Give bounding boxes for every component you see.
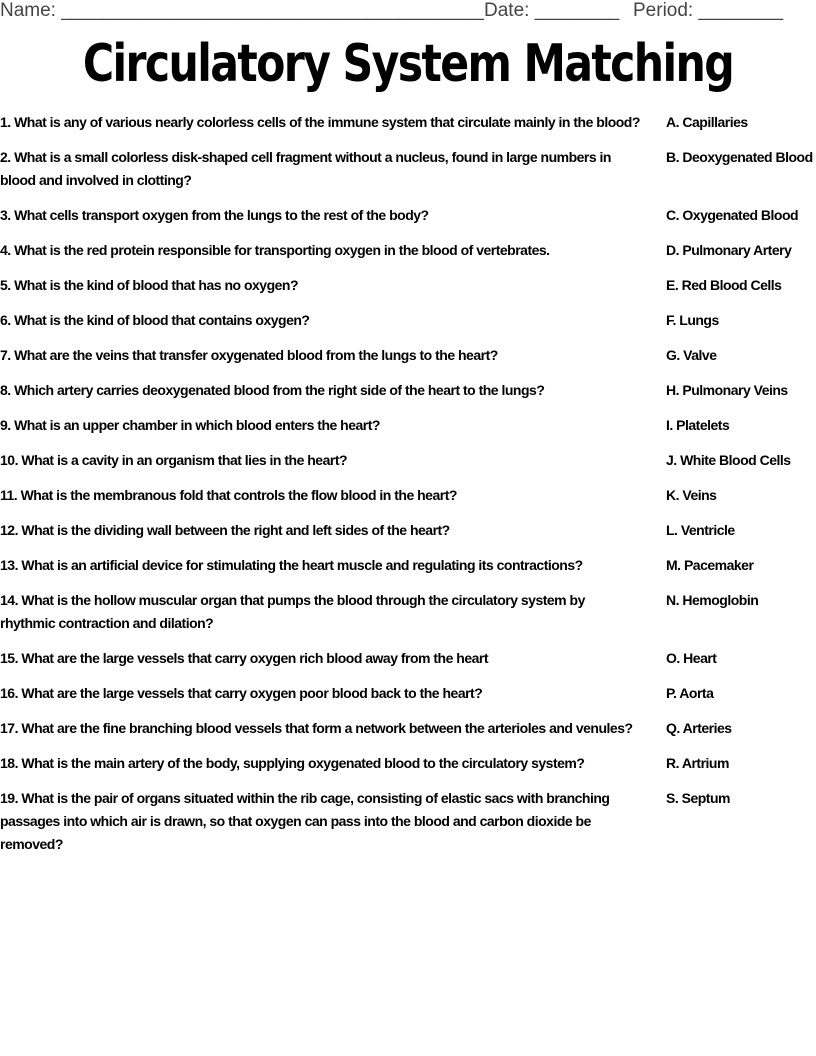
matching-row	[0, 274, 816, 309]
answer-choice: C. Oxygenated Blood	[666, 207, 799, 223]
answer-choice: J. White Blood Cells	[666, 452, 791, 468]
answer-choice: H. Pulmonary Veins	[666, 382, 788, 398]
matching-row	[0, 204, 816, 239]
question-text: 1. What is any of various nearly colorless cells of the immune system that circulate mainly in the blood?	[0, 114, 640, 130]
matching-row	[0, 589, 816, 647]
question-text: 13. What is an artificial device for stimulating the heart muscle and regulating its contractions?	[0, 557, 583, 573]
answer-choice: G. Valve	[666, 347, 717, 363]
question-text: 10. What is a cavity in an organism that lies in the heart?	[0, 452, 348, 468]
question-text: 18. What is the main artery of the body, supplying oxygenated blood to the circulatory system?	[0, 755, 585, 771]
matching-row	[0, 111, 816, 146]
matching-row	[0, 344, 816, 379]
answer-choice: L. Ventricle	[666, 522, 735, 538]
question-text: 11. What is the membranous fold that controls the flow blood in the heart?	[0, 487, 457, 503]
question-text: 15. What are the large vessels that carry oxygen rich blood away from the heart	[0, 650, 489, 666]
question-text: 4. What is the red protein responsible for transporting oxygen in the blood of vertebrates.	[0, 242, 550, 258]
name-field-label: Name: ________________________________________	[0, 0, 484, 21]
answer-choice: E. Red Blood Cells	[666, 277, 782, 293]
matching-row	[0, 787, 816, 868]
question-text: 8. Which artery carries deoxygenated blood from the right side of the heart to the lungs?	[0, 382, 545, 398]
page-title: Circulatory System Matching	[82, 34, 734, 94]
answer-choice: M. Pacemaker	[666, 557, 754, 573]
question-text: 16. What are the large vessels that carry oxygen poor blood back to the heart?	[0, 685, 483, 701]
answer-choice: Q. Arteries	[666, 720, 732, 736]
question-text: 19. What is the pair of organs situated within the rib cage, consisting of elastic sacs with branching passages into which air is drawn, so that oxygen can pass into the blood and carbon dioxide be removed?	[0, 790, 610, 852]
date-field-label: Date: ________	[484, 0, 620, 21]
question-text: 17. What are the fine branching blood vessels that form a network between the arterioles and venules?	[0, 720, 633, 736]
answer-choice: K. Veins	[666, 487, 717, 503]
question-text: 5. What is the kind of blood that has no oxygen?	[0, 277, 299, 293]
answer-choice: R. Artrium	[666, 755, 729, 771]
worksheet-header	[0, 0, 816, 22]
question-text: 6. What is the kind of blood that contains oxygen?	[0, 312, 310, 328]
answer-choice: S. Septum	[666, 790, 730, 806]
matching-row	[0, 379, 816, 414]
matching-row	[0, 717, 816, 752]
matching-list	[0, 111, 816, 868]
period-field-label: Period: ________	[633, 0, 784, 21]
matching-row	[0, 414, 816, 449]
question-text: 14. What is the hollow muscular organ that pumps the blood through the circulatory system by rhythmic contraction and dilation?	[0, 592, 585, 631]
matching-row	[0, 309, 816, 344]
answer-choice: I. Platelets	[666, 417, 730, 433]
matching-row	[0, 519, 816, 554]
answer-choice: O. Heart	[666, 650, 717, 666]
question-text: 12. What is the dividing wall between the right and left sides of the heart?	[0, 522, 450, 538]
answer-choice: B. Deoxygenated Blood	[666, 149, 813, 165]
answer-choice: P. Aorta	[666, 685, 714, 701]
question-text: 9. What is an upper chamber in which blood enters the heart?	[0, 417, 380, 433]
matching-row	[0, 449, 816, 484]
question-text: 7. What are the veins that transfer oxygenated blood from the lungs to the heart?	[0, 347, 498, 363]
matching-row	[0, 554, 816, 589]
question-text: 3. What cells transport oxygen from the lungs to the rest of the body?	[0, 207, 429, 223]
question-text: 2. What is a small colorless disk-shaped cell fragment without a nucleus, found in large numbers in blood and involved in clotting?	[0, 149, 611, 188]
matching-row	[0, 682, 816, 717]
answer-choice: N. Hemoglobin	[666, 592, 759, 608]
answer-choice: D. Pulmonary Artery	[666, 242, 792, 258]
matching-row	[0, 752, 816, 787]
answer-choice: A. Capillaries	[666, 114, 748, 130]
matching-row	[0, 647, 816, 682]
matching-row	[0, 146, 816, 204]
matching-row	[0, 484, 816, 519]
answer-choice: F. Lungs	[666, 312, 719, 328]
matching-row	[0, 239, 816, 274]
